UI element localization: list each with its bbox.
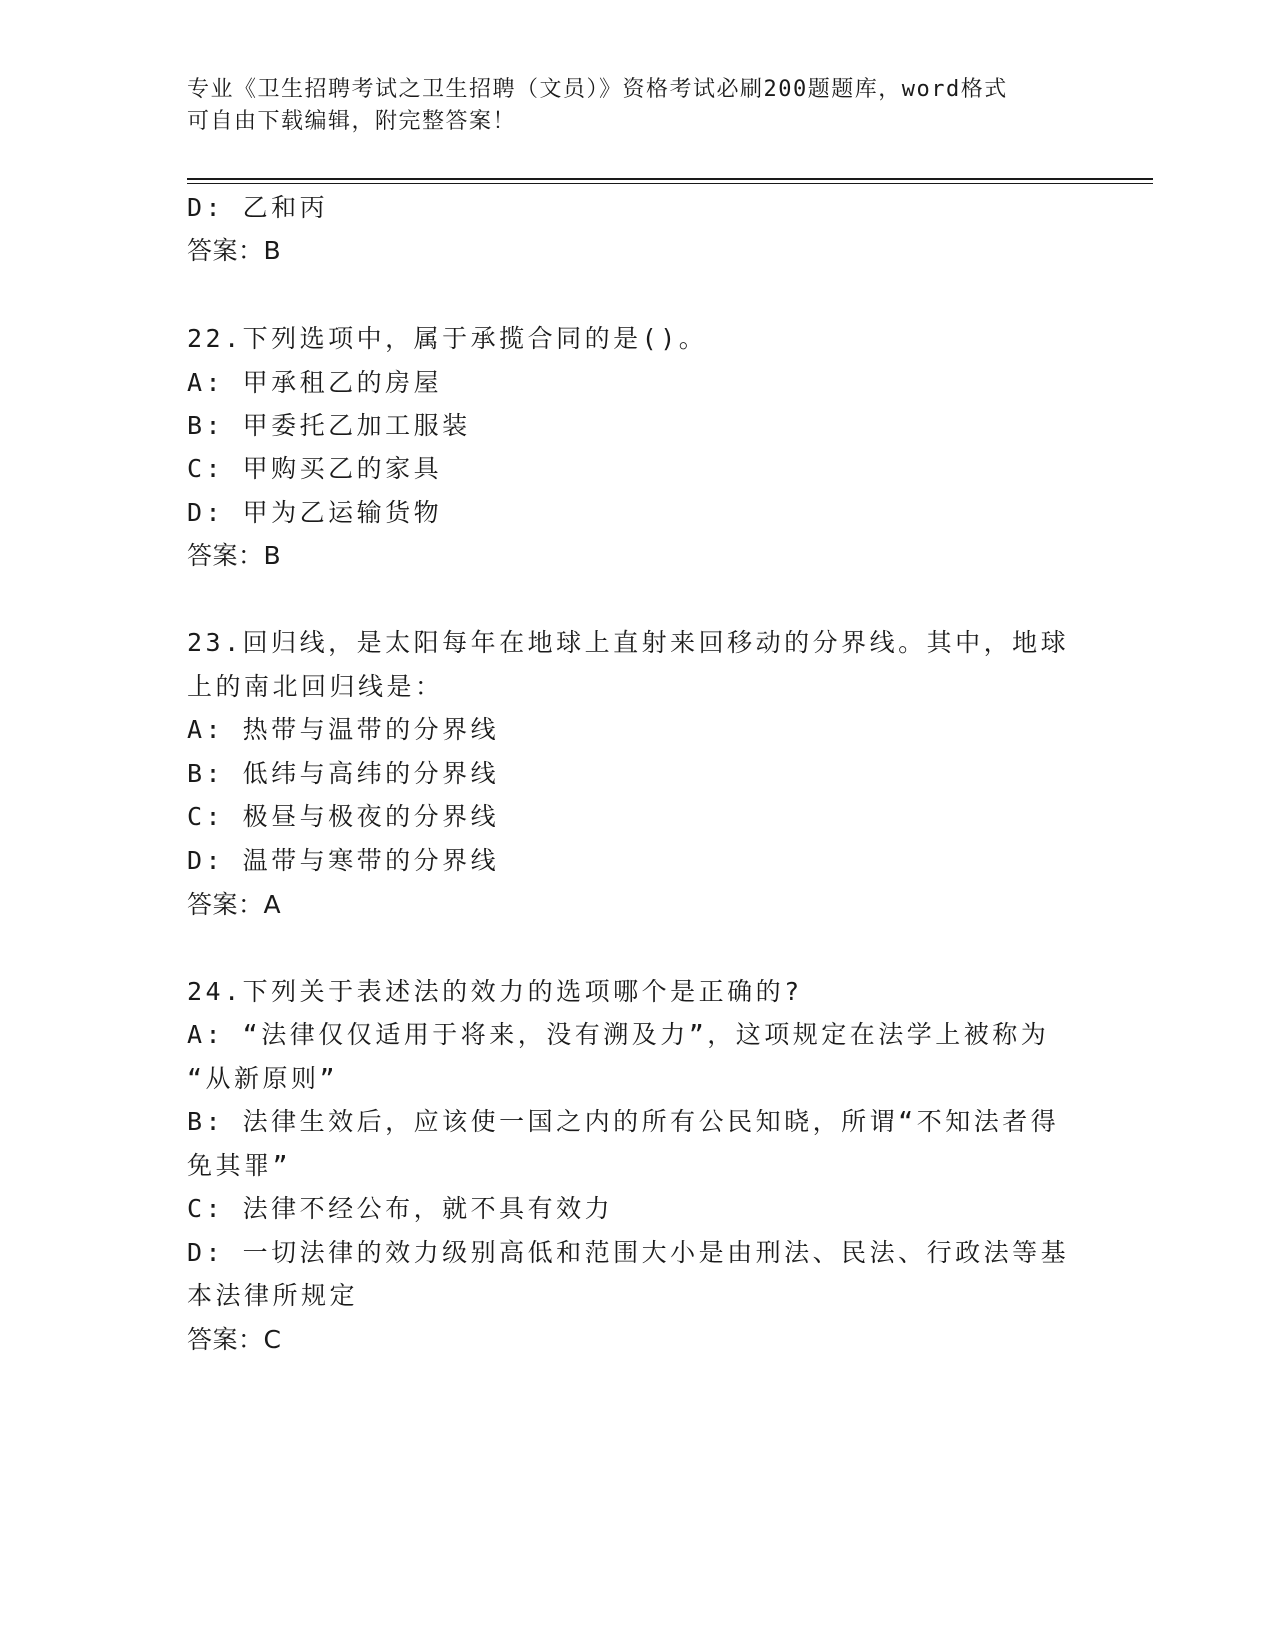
q21-option-d: D: 乙和丙: [187, 193, 329, 222]
q24-option-d-line-1: D: 一切法律的效力级别高低和范围大小是由刑法、民法、行政法等基: [187, 1238, 1070, 1267]
q23-option-a: A: 热带与温带的分界线: [187, 715, 500, 744]
q24-option-a-line-1: A: “法律仅仅适用于将来，没有溯及力”，这项规定在法学上被称为: [187, 1020, 1050, 1049]
document-header: [187, 74, 1067, 138]
q24-option-a-line-2: “从新原则”: [187, 1064, 339, 1093]
q23-answer: 答案：A: [187, 890, 282, 919]
q24-answer: 答案：C: [187, 1325, 282, 1354]
q24-option-b-line-1: B: 法律生效后，应该使一国之内的所有公民知晓，所谓“不知法者得: [187, 1107, 1060, 1136]
q23-option-b: B: 低纬与高纬的分界线: [187, 759, 500, 788]
q24-question: 24.下列关于表述法的效力的选项哪个是正确的?: [187, 977, 803, 1006]
q24-option-c: C: 法律不经公布，就不具有效力: [187, 1194, 614, 1223]
q24-option-b-line-2: 免其罪”: [187, 1151, 292, 1180]
header-divider-thick: [187, 178, 1153, 180]
q21-answer: 答案：B: [187, 236, 282, 265]
q23-question-line-2: 上的南北回归线是：: [187, 672, 444, 701]
q22-option-b: B: 甲委托乙加工服装: [187, 411, 471, 440]
q22-option-c: C: 甲购买乙的家具: [187, 454, 443, 483]
q22-answer: 答案：B: [187, 541, 282, 570]
q22-question: 22.下列选项中，属于承揽合同的是()。: [187, 324, 708, 353]
q22-option-a: A: 甲承租乙的房屋: [187, 368, 443, 397]
q23-option-c: C: 极昼与极夜的分界线: [187, 802, 500, 831]
header-divider-thin: [187, 183, 1153, 184]
header-line-2: 可自由下载编辑，附完整答案！: [187, 109, 517, 134]
q23-question-line-1: 23.回归线，是太阳每年在地球上直射来回移动的分界线。其中，地球: [187, 628, 1070, 657]
q22-option-d: D: 甲为乙运输货物: [187, 498, 443, 527]
q23-option-d: D: 温带与寒带的分界线: [187, 846, 500, 875]
q24-option-d-line-2: 本法律所规定: [187, 1281, 359, 1310]
header-line-1: 专业《卫生招聘考试之卫生招聘（文员）》资格考试必刷200题题库，word格式: [187, 77, 1008, 102]
